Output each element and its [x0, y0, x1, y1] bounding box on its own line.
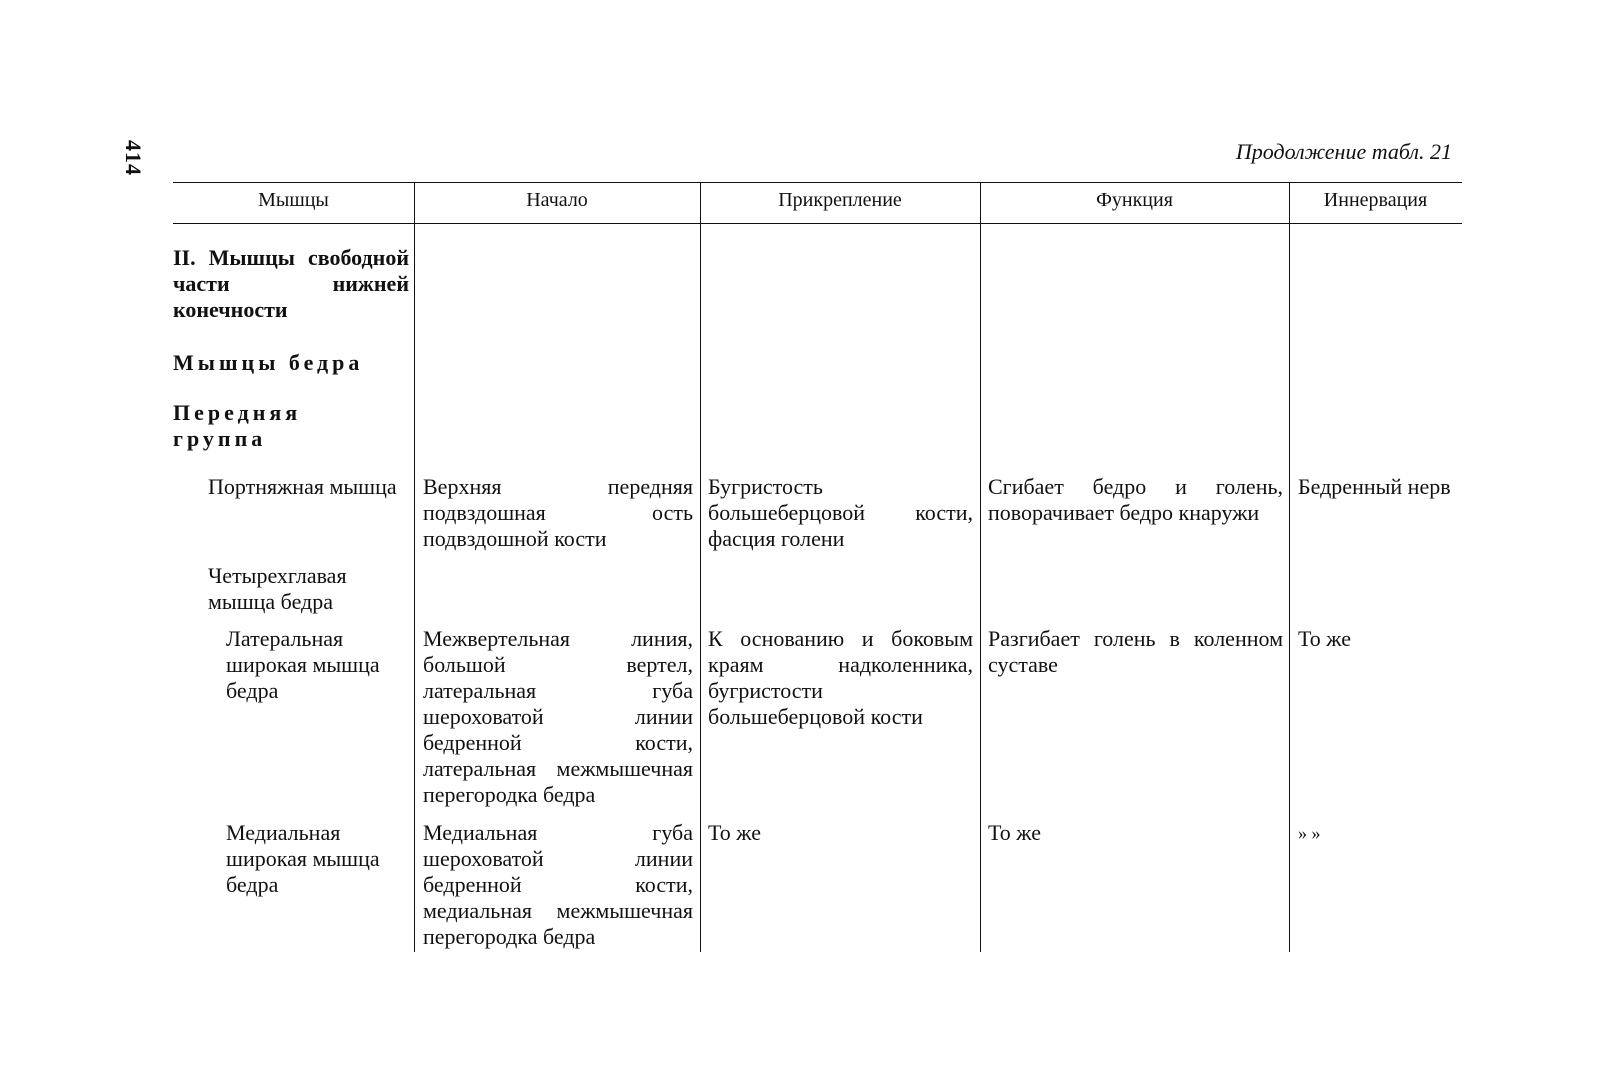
row-function: Сгибает бедро и голень, поворачивает бедро кнаружи — [988, 474, 1283, 525]
column-divider — [414, 182, 415, 952]
column-divider — [980, 182, 981, 952]
row-innervation: То же — [1298, 626, 1351, 651]
subsection-title: Мышцы бедра — [173, 350, 364, 375]
table-top-rule — [173, 182, 1462, 183]
row-function: Разгибает голень в коленном суставе — [988, 626, 1283, 677]
header-insertion: Прикрепление — [778, 189, 902, 211]
row-function: То же — [988, 820, 1041, 845]
row-muscle: Четырехглавая мышца бедра — [208, 563, 347, 614]
group-title: Передняя группа — [173, 400, 302, 451]
row-insertion: К основанию и боковым краям надколенника, бугристости большеберцовой кости — [708, 626, 973, 729]
row-origin: Верхняя передняя подвздошная ость подвздошной кости — [423, 474, 693, 551]
page-number: 414 — [121, 140, 146, 176]
row-muscle: Медиальная широкая мышца бедра — [226, 820, 380, 897]
header-innervation: Иннервация — [1323, 189, 1428, 211]
row-muscle: Латеральная широкая мышца бедра — [226, 626, 380, 703]
header-origin: Начало — [526, 189, 588, 211]
row-insertion: То же — [708, 820, 761, 845]
header-muscles: Мышцы — [258, 189, 329, 211]
row-origin: Медиальная губа шероховатой линии бедренной кости, медиальная межмышечная перегородка бедра — [423, 820, 693, 949]
row-origin: Межвертельная линия, большой вертел, латеральная губа шероховатой линии бедренной кости, латеральная межмышечная перегородка бедра — [423, 626, 693, 807]
header-function: Функция — [1096, 189, 1173, 211]
table-header-rule — [173, 223, 1462, 224]
row-insertion: Бугристость большеберцовой кости, фасция голени — [708, 474, 973, 551]
row-innervation: » » — [1298, 823, 1321, 843]
section-title: II. Мышцы свободной части нижней конечности — [173, 245, 409, 322]
column-divider — [1289, 182, 1290, 952]
row-muscle: Портняжная мышца — [208, 474, 397, 499]
column-divider — [700, 182, 701, 952]
table-caption: Продолжение табл. 21 — [1235, 139, 1452, 164]
row-innervation: Бедренный нерв — [1298, 474, 1451, 499]
